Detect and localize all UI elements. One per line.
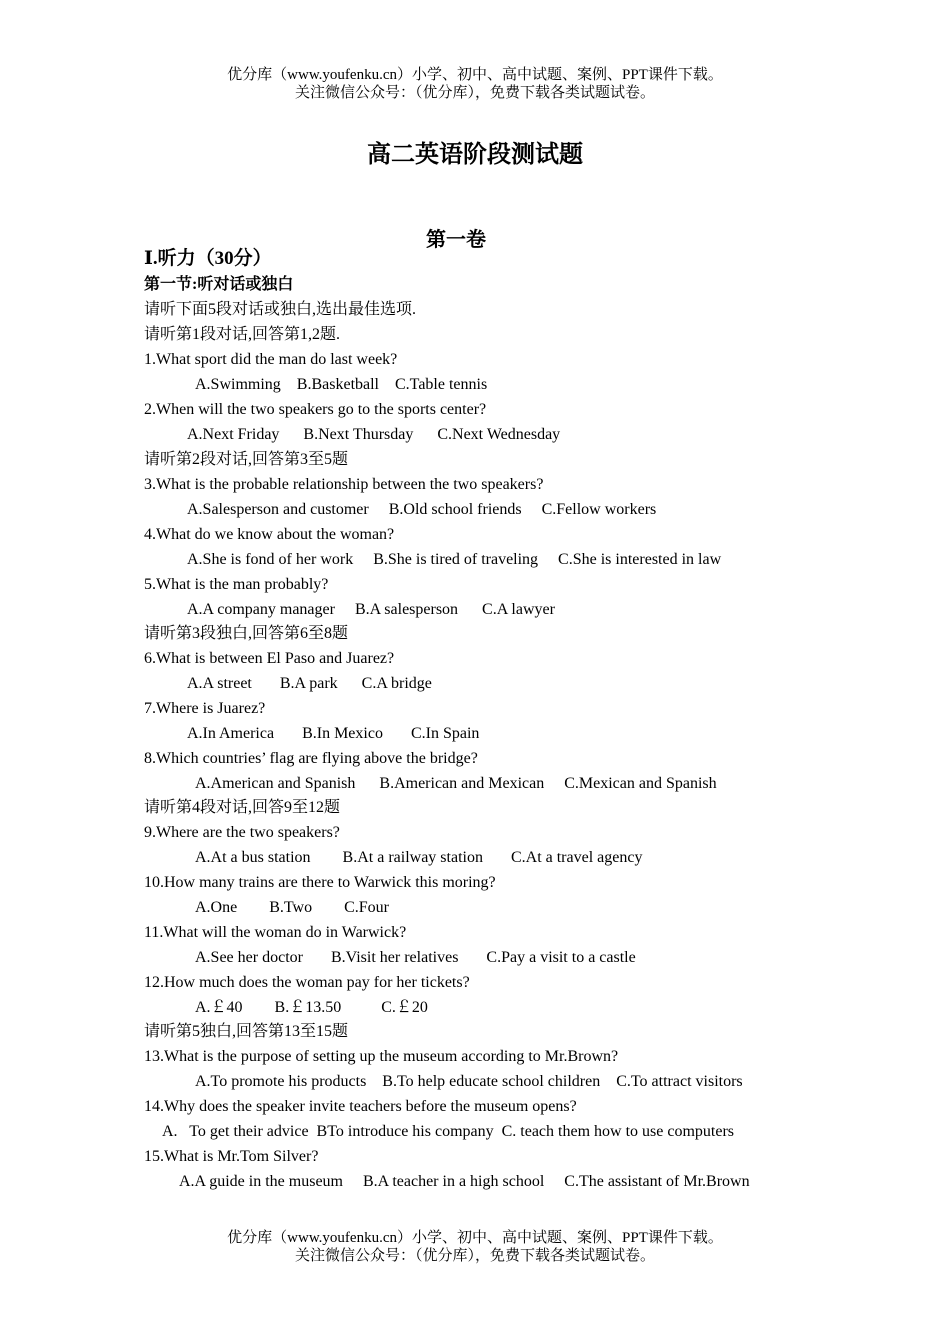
monologue-5-intro: 请听第5独白,回答第13至15题 — [144, 1023, 349, 1040]
question-9: 9.Where are the two speakers? — [144, 824, 340, 841]
dialogue-1-intro: 请听第1段对话,回答第1,2题. — [144, 326, 341, 343]
question-3: 3.What is the probable relationship between the two speakers? — [144, 476, 544, 493]
question-12: 12.How much does the woman pay for her tickets? — [144, 974, 470, 991]
instruction-text: 请听下面5段对话或独白,选出最佳选项. — [144, 301, 417, 318]
page-footer-line-2: 关注微信公众号：（优分库），免费下载各类试题试卷。 — [294, 1248, 655, 1264]
question-3-options: A.Salesperson and customer B.Old school friends C.Fellow workers — [187, 501, 657, 518]
page-footer-line-1: 优分库（www.youfenku.cn）小学、初中、高中试题、案例、PPT课件下载。 — [227, 1230, 723, 1246]
question-15-options: A.A guide in the museum B.A teacher in a high school C.The assistant of Mr.Brown — [179, 1173, 750, 1190]
question-14-options: A. To get their advice BTo introduce his company C. teach them how to use computers — [162, 1123, 734, 1140]
question-6: 6.What is between El Paso and Juarez? — [144, 650, 395, 667]
dialogue-4-intro: 请听第4段对话,回答9至12题 — [144, 799, 341, 816]
question-10-options: A.One B.Two C.Four — [195, 899, 389, 916]
question-15: 15.What is Mr.Tom Silver? — [144, 1148, 319, 1165]
question-2: 2.When will the two speakers go to the sports center? — [144, 401, 487, 418]
question-7: 7.Where is Juarez? — [144, 700, 266, 717]
question-9-options: A.At a bus station B.At a railway station C.At a travel agency — [195, 849, 643, 866]
question-8-options: A.American and Spanish B.American and Mexican C.Mexican and Spanish — [195, 775, 717, 792]
question-5: 5.What is the man probably? — [144, 576, 329, 593]
question-7-options: A.In America B.In Mexico C.In Spain — [187, 725, 480, 742]
page-header-line-1: 优分库（www.youfenku.cn）小学、初中、高中试题、案例、PPT课件下载。 — [227, 67, 723, 83]
question-11: 11.What will the woman do in Warwick? — [144, 924, 407, 941]
question-13: 13.What is the purpose of setting up the museum according to Mr.Brown? — [144, 1048, 619, 1065]
question-10: 10.How many trains are there to Warwick this moring? — [144, 874, 496, 891]
page-title: 高二英语阶段测试题 — [367, 142, 583, 168]
question-11-options: A.See her doctor B.Visit her relatives C.Pay a visit to a castle — [195, 949, 636, 966]
question-2-options: A.Next Friday B.Next Thursday C.Next Wednesday — [187, 426, 561, 443]
dialogue-2-intro: 请听第2段对话,回答第3至5题 — [144, 451, 349, 468]
monologue-3-intro: 请听第3段独白,回答第6至8题 — [144, 625, 349, 642]
question-8: 8.Which countries’ flag are flying above the bridge? — [144, 750, 478, 767]
question-12-options: A.￡40 B.￡13.50 C.￡20 — [195, 999, 428, 1016]
page-header-line-2: 关注微信公众号：（优分库），免费下载各类试题试卷。 — [294, 85, 655, 101]
question-1: 1.What sport did the man do last week? — [144, 351, 398, 368]
question-1-options: A.Swimming B.Basketball C.Table tennis — [195, 376, 488, 393]
question-4: 4.What do we know about the woman? — [144, 526, 395, 543]
question-14: 14.Why does the speaker invite teachers before the museum opens? — [144, 1098, 577, 1115]
section-heading: Ⅰ.听力（30分） — [144, 248, 272, 269]
question-13-options: A.To promote his products B.To help educate school children C.To attract visitors — [195, 1073, 743, 1090]
volume-heading: 第一卷 — [426, 229, 486, 251]
question-5-options: A.A company manager B.A salesperson C.A lawyer — [187, 601, 555, 618]
question-4-options: A.She is fond of her work B.She is tired of traveling C.She is interested in law — [187, 551, 722, 568]
question-6-options: A.A street B.A park C.A bridge — [187, 675, 432, 692]
part-heading: 第一节:听对话或独白 — [144, 276, 294, 293]
